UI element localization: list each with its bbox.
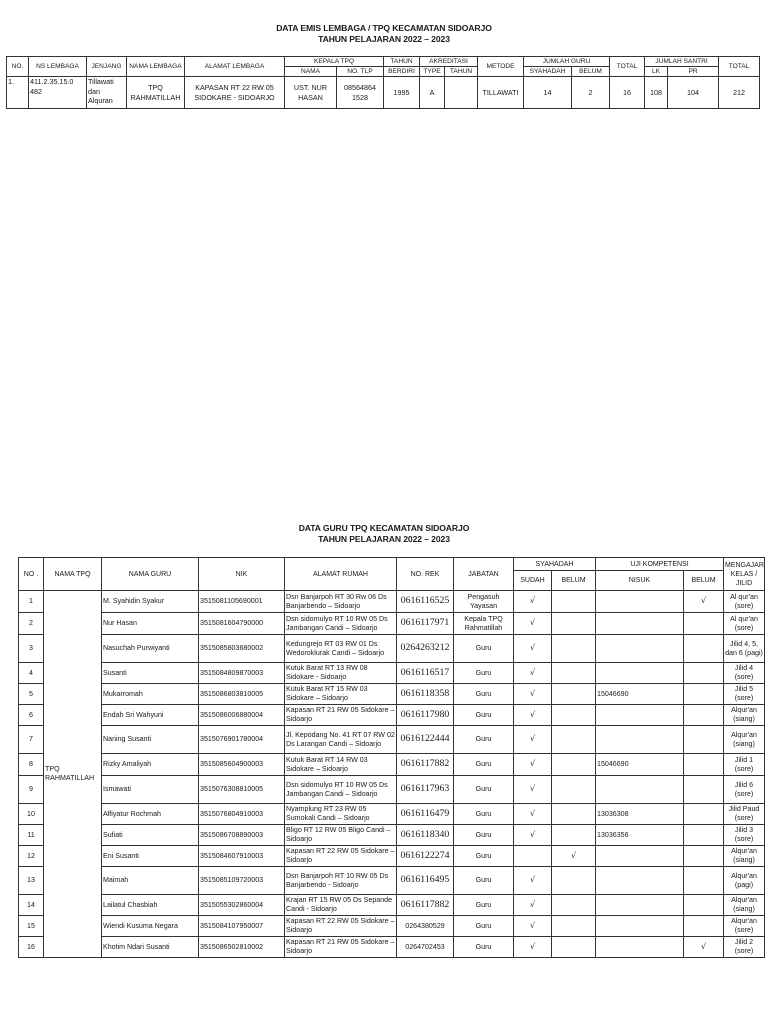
cell-alamat: Kutuk Barat RT 13 RW 08 Sidokare - Sidoarjo [285, 663, 397, 684]
cell-sudah: √ [514, 916, 552, 937]
header-berdiri: BERDIRI [384, 67, 420, 77]
cell-nisuk: 15046690 [596, 754, 684, 776]
cell-sudah: √ [514, 937, 552, 958]
cell-no: 6 [19, 705, 44, 726]
cell-rek: 0264702453 [397, 937, 454, 958]
cell-sudah: √ [514, 684, 552, 705]
cell-sudah: √ [514, 804, 552, 825]
cell-nama: Alfiyatur Rochmah [102, 804, 199, 825]
cell-nik: 3515086708890003 [199, 825, 285, 846]
header-total-santri: TOTAL [719, 57, 760, 77]
cell-kelas: Alqur'an (siang) [724, 726, 765, 754]
guru-header-mengajar: MENGAJAR KELAS / JILID [724, 558, 765, 591]
guru-row [19, 867, 765, 895]
header-jumlah-santri: JUMLAH SANTRI [645, 57, 719, 67]
cell-jabatan: Guru [454, 916, 514, 937]
cell-uji-belum [684, 804, 724, 825]
cell-lk: 108 [645, 77, 668, 109]
cell-sudah: √ [514, 613, 552, 635]
cell-alamat: Dsn Banjarpoh RT 30 Rw 06 Ds Banjarbendo – Sidoarjo [285, 591, 397, 613]
cell-rek: 0616116525 [397, 591, 454, 613]
header-kepala-tpq: KEPALA TPQ [285, 57, 384, 67]
guru-table [18, 557, 765, 958]
header-lk: LK [645, 67, 668, 77]
cell-no: 5 [19, 684, 44, 705]
cell-no: 15 [19, 916, 44, 937]
cell-sudah: √ [514, 825, 552, 846]
guru-row [19, 846, 765, 867]
emis-title-line2: TAHUN PELAJARAN 2022 – 2023 [318, 34, 450, 44]
header-pr: PR [668, 67, 719, 77]
cell-sudah: √ [514, 867, 552, 895]
cell-nama-lembaga: TPQ RAHMATILLAH [127, 77, 185, 109]
cell-belum [552, 663, 596, 684]
cell-nisuk [596, 895, 684, 916]
cell-nik: 3515085803680002 [199, 635, 285, 663]
header-ns-lembaga: NS LEMBAGA [29, 57, 87, 77]
guru-row [19, 916, 765, 937]
cell-no: 7 [19, 726, 44, 754]
guru-row [19, 825, 765, 846]
cell-belum [552, 684, 596, 705]
cell-nisuk [596, 937, 684, 958]
header-no: NO. [7, 57, 29, 77]
emis-title-line1: DATA EMIS LEMBAGA / TPQ KECAMATAN SIDOARJO [276, 23, 492, 33]
cell-kelas: Alqur'an (siang) [724, 846, 765, 867]
guru-row [19, 804, 765, 825]
header-total-guru: TOTAL [610, 57, 645, 77]
cell-total-santri: 212 [719, 77, 760, 109]
cell-nama: Mukarromah [102, 684, 199, 705]
header-nama-lembaga: NAMA LEMBAGA [127, 57, 185, 77]
cell-alamat: Dsn sidomulyo RT 10 RW 05 Ds Jambangan Candi – Sidoarjo [285, 613, 397, 635]
guru-row [19, 635, 765, 663]
cell-uji-belum [684, 825, 724, 846]
cell-nama: Lailatul Chasbiah [102, 895, 199, 916]
cell-nisuk [596, 726, 684, 754]
cell-rek: 0616117971 [397, 613, 454, 635]
cell-nik: 3515081604790000 [199, 613, 285, 635]
cell-nama: Sufiati [102, 825, 199, 846]
cell-uji-belum [684, 754, 724, 776]
cell-kelas: Alqur'an (pagi) [724, 867, 765, 895]
cell-nik: 3515084107950007 [199, 916, 285, 937]
cell-uji-belum [684, 705, 724, 726]
cell-nik: 3515086006880004 [199, 705, 285, 726]
cell-belum [552, 804, 596, 825]
cell-akr-tahun [445, 77, 478, 109]
cell-nik: 3515084809870003 [199, 663, 285, 684]
cell-rek: 0616116495 [397, 867, 454, 895]
cell-nama: Endah Sri Wahyuni [102, 705, 199, 726]
cell-no: 2 [19, 613, 44, 635]
guru-row [19, 895, 765, 916]
cell-nisuk [596, 613, 684, 635]
cell-belum [552, 705, 596, 726]
guru-row [19, 591, 765, 613]
cell-no: 3 [19, 635, 44, 663]
cell-kelas: Jilid 4, 5, dan 6 (pagi) [724, 635, 765, 663]
cell-nama: Ismawati [102, 776, 199, 804]
cell-jabatan: Guru [454, 776, 514, 804]
cell-nama: M. Syahidin Syakur [102, 591, 199, 613]
cell-nama-tpq: TPQ RAHMATILLAH [44, 591, 102, 958]
cell-nama: Eni Susanti [102, 846, 199, 867]
cell-nama: Wiendi Kusuma Negara [102, 916, 199, 937]
cell-sudah: √ [514, 663, 552, 684]
cell-rek: 0264380529 [397, 916, 454, 937]
header-syahadah: SYAHADAH [524, 67, 572, 77]
cell-kelas: Alqur'an (siang) [724, 705, 765, 726]
cell-alamat: Krajan RT 15 RW 05 Ds Sepande Candi - Sidoarjo [285, 895, 397, 916]
guru-title-line1: DATA GURU TPQ KECAMATAN SIDOARJO [298, 523, 470, 533]
cell-belum [552, 916, 596, 937]
cell-nik: 3515086803810005 [199, 684, 285, 705]
cell-belum [552, 825, 596, 846]
cell-nisuk [596, 635, 684, 663]
cell-kepala-nama: UST. NUR HASAN [285, 77, 337, 109]
guru-header-no: NO . [19, 558, 44, 591]
cell-jabatan: Pengasuh Yayasan [454, 591, 514, 613]
cell-nama: Susanti [102, 663, 199, 684]
cell-uji-belum [684, 867, 724, 895]
cell-sudah: √ [514, 776, 552, 804]
guru-row [19, 937, 765, 958]
cell-nama: Maimah [102, 867, 199, 895]
cell-kelas: Alqur'an (sore) [724, 916, 765, 937]
cell-kelas: Jilid 6 (sore) [724, 776, 765, 804]
cell-kelas: Jilid 5 (sore) [724, 684, 765, 705]
cell-uji-belum [684, 916, 724, 937]
guru-row [19, 776, 765, 804]
cell-jabatan: Kepala TPQ Rahmatillah [454, 613, 514, 635]
header-akreditasi: AKREDITASI [420, 57, 478, 67]
guru-row [19, 613, 765, 635]
cell-nik: 3515085604900003 [199, 754, 285, 776]
cell-rek: 0616117882 [397, 895, 454, 916]
cell-no: 4 [19, 663, 44, 684]
cell-kelas: Alqur'an (siang) [724, 895, 765, 916]
cell-nik: 3515084607910003 [199, 846, 285, 867]
cell-uji-belum [684, 726, 724, 754]
cell-nama: Nur Hasan [102, 613, 199, 635]
cell-alamat: Bligo RT 12 RW 05 Bligo Candi – Sidoarjo [285, 825, 397, 846]
cell-no: 8 [19, 754, 44, 776]
cell-kepala-tlp: 08564864 1528 [337, 77, 384, 109]
cell-no: 11 [19, 825, 44, 846]
cell-nisuk [596, 591, 684, 613]
cell-nik: 3515076308810005 [199, 776, 285, 804]
cell-nisuk [596, 663, 684, 684]
cell-tahun-berdiri: 1995 [384, 77, 420, 109]
cell-syahadah: 14 [524, 77, 572, 109]
cell-uji-belum: √ [684, 937, 724, 958]
cell-alamat: Kapasan RT 22 RW 05 Sidokare – Sidoarjo [285, 916, 397, 937]
cell-rek: 0616116479 [397, 804, 454, 825]
cell-no: 10 [19, 804, 44, 825]
cell-nisuk: 15046690 [596, 684, 684, 705]
cell-belum: 2 [572, 77, 610, 109]
cell-alamat: Nyamplung RT 23 RW 05 Sumokali Candi – Sidoarjo [285, 804, 397, 825]
guru-row [19, 754, 765, 776]
cell-metode: TILLAWATI [478, 77, 524, 109]
cell-nisuk [596, 776, 684, 804]
cell-jabatan: Guru [454, 825, 514, 846]
cell-uji-belum [684, 663, 724, 684]
cell-sudah: √ [514, 726, 552, 754]
cell-belum [552, 754, 596, 776]
cell-no: 9 [19, 776, 44, 804]
guru-row [19, 726, 765, 754]
cell-nama: Naning Susanti [102, 726, 199, 754]
cell-sudah [514, 846, 552, 867]
header-jumlah-guru: JUMLAH GURU [524, 57, 610, 67]
header-belum: BELUM [572, 67, 610, 77]
guru-title-line2: TAHUN PELAJARAN 2022 – 2023 [318, 534, 450, 544]
cell-alamat: Dsn sidomulyo RT 10 RW 05 Ds Jambangan Candi – Sidoarjo [285, 776, 397, 804]
cell-kelas: Jilid 4 (sore) [724, 663, 765, 684]
cell-rek: 0616122444 [397, 726, 454, 754]
cell-rek: 0616116517 [397, 663, 454, 684]
guru-row [19, 705, 765, 726]
cell-nisuk [596, 867, 684, 895]
cell-sudah: √ [514, 635, 552, 663]
cell-belum [552, 613, 596, 635]
cell-nik: 3515086502810002 [199, 937, 285, 958]
cell-alamat: Kedungrejo RT 03 RW 01 Ds Wedoroklurak Candi – Sidoarjo [285, 635, 397, 663]
header-akr-tahun: TAHUN [445, 67, 478, 77]
cell-alamat: Kapasan RT 21 RW 05 Sidokare – Sidoarjo [285, 937, 397, 958]
cell-no: 16 [19, 937, 44, 958]
cell-nik: 3515055302860004 [199, 895, 285, 916]
cell-alamat: Dsn Banjarpoh RT 10 RW 05 Ds Banjarbendo - Sidoarjo [285, 867, 397, 895]
guru-header-syahadah: SYAHADAH [514, 558, 596, 571]
cell-sudah: √ [514, 754, 552, 776]
guru-header-rek: NO. REK [397, 558, 454, 591]
cell-belum [552, 895, 596, 916]
cell-alamat: Kutuk Barat RT 15 RW 03 Sidokare – Sidoarjo [285, 684, 397, 705]
header-alamat-lembaga: ALAMAT LEMBAGA [185, 57, 285, 77]
cell-uji-belum: √ [684, 591, 724, 613]
guru-header-uji: UJI KOMPETENSI [596, 558, 724, 571]
cell-belum [552, 726, 596, 754]
cell-nik: 3515076804910003 [199, 804, 285, 825]
cell-jabatan: Guru [454, 726, 514, 754]
cell-belum [552, 591, 596, 613]
guru-header-nisuk: NISUK [596, 571, 684, 591]
cell-nisuk [596, 916, 684, 937]
cell-kelas: Jilid 3 (sore) [724, 825, 765, 846]
guru-header-tpq: NAMA TPQ [44, 558, 102, 591]
cell-akr-type: A [420, 77, 445, 109]
guru-row [19, 663, 765, 684]
cell-nik: 3515085109720003 [199, 867, 285, 895]
cell-belum [552, 776, 596, 804]
cell-rek: 0264263212 [397, 635, 454, 663]
cell-sudah: √ [514, 591, 552, 613]
cell-jabatan: Guru [454, 846, 514, 867]
cell-jabatan: Guru [454, 804, 514, 825]
cell-alamat: Kutuk Barat RT 14 RW 03 Sidokare – Sidoarjo [285, 754, 397, 776]
cell-alamat-lembaga: KAPASAN RT 22 RW 05 SIDOKARE - SIDOARJO [185, 77, 285, 109]
cell-jabatan: Guru [454, 705, 514, 726]
cell-nama: Nasuchah Purwiyanti [102, 635, 199, 663]
cell-nik: 3515081105690001 [199, 591, 285, 613]
cell-rek: 0616118358 [397, 684, 454, 705]
cell-nisuk: 13036308 [596, 804, 684, 825]
cell-uji-belum [684, 895, 724, 916]
cell-kelas: Al qur'an (sore) [724, 613, 765, 635]
cell-jabatan: Guru [454, 937, 514, 958]
cell-jabatan: Guru [454, 635, 514, 663]
cell-kelas: Jilid Paud (sore) [724, 804, 765, 825]
lembaga-table [6, 56, 760, 109]
lembaga-row [7, 77, 760, 109]
cell-pr: 104 [668, 77, 719, 109]
cell-nik: 3515076901780004 [199, 726, 285, 754]
cell-nama: Rizky Amaliyah [102, 754, 199, 776]
cell-rek: 0616117963 [397, 776, 454, 804]
guru-header-uji-belum: BELUM [684, 571, 724, 591]
cell-nisuk: 13036356 [596, 825, 684, 846]
cell-no: 12 [19, 846, 44, 867]
guru-header-jabatan: JABATAN [454, 558, 514, 591]
cell-uji-belum [684, 684, 724, 705]
guru-header-sudah: SUDAH [514, 571, 552, 591]
header-jenjang: JENJANG [87, 57, 127, 77]
header-akr-type: TYPE [420, 67, 445, 77]
cell-belum: √ [552, 846, 596, 867]
cell-alamat: Jl. Kepodang No. 41 RT 07 RW 02 Ds Larangan Candi – Sidoarjo [285, 726, 397, 754]
cell-kelas: Jilid 2 (sore) [724, 937, 765, 958]
header-kepala-nama: NAMA [285, 67, 337, 77]
cell-no: 14 [19, 895, 44, 916]
cell-jabatan: Guru [454, 684, 514, 705]
guru-header-nama: NAMA GURU [102, 558, 199, 591]
cell-belum [552, 635, 596, 663]
guru-header-nik: NIK [199, 558, 285, 591]
cell-nama: Khotim Ndari Susanti [102, 937, 199, 958]
cell-belum [552, 937, 596, 958]
cell-no: 13 [19, 867, 44, 895]
cell-belum [552, 867, 596, 895]
header-kepala-tlp: NO. TLP [337, 67, 384, 77]
guru-row [19, 684, 765, 705]
cell-rek: 0616117980 [397, 705, 454, 726]
cell-nisuk [596, 846, 684, 867]
cell-uji-belum [684, 613, 724, 635]
guru-header-alamat: ALAMAT RUMAH [285, 558, 397, 591]
cell-kelas: Al qur'an (sore) [724, 591, 765, 613]
guru-header-belum: BELUM [552, 571, 596, 591]
cell-jabatan: Guru [454, 754, 514, 776]
cell-total-guru: 16 [610, 77, 645, 109]
cell-uji-belum [684, 776, 724, 804]
cell-jabatan: Guru [454, 895, 514, 916]
cell-kelas: Jilid 1 (sore) [724, 754, 765, 776]
cell-jabatan: Guru [454, 867, 514, 895]
cell-no: 1 [19, 591, 44, 613]
cell-nisuk [596, 705, 684, 726]
cell-rek: 0616118340 [397, 825, 454, 846]
cell-jabatan: Guru [454, 663, 514, 684]
cell-alamat: Kapasan RT 22 RW 05 Sidokare – Sidoarjo [285, 846, 397, 867]
cell-alamat: Kapasan RT 21 RW 05 Sidokare – Sidoarjo [285, 705, 397, 726]
cell-rek: 0616117882 [397, 754, 454, 776]
cell-jenjang: Tillawati dan Alquran [87, 77, 127, 109]
cell-no: 1. [7, 77, 29, 109]
header-metode: METODE [478, 57, 524, 77]
cell-sudah: √ [514, 895, 552, 916]
cell-uji-belum [684, 635, 724, 663]
cell-sudah: √ [514, 705, 552, 726]
cell-uji-belum [684, 846, 724, 867]
cell-ns: 411.2.35.15.0 482 [29, 77, 87, 109]
cell-rek: 0616122274 [397, 846, 454, 867]
header-tahun: TAHUN [384, 57, 420, 67]
